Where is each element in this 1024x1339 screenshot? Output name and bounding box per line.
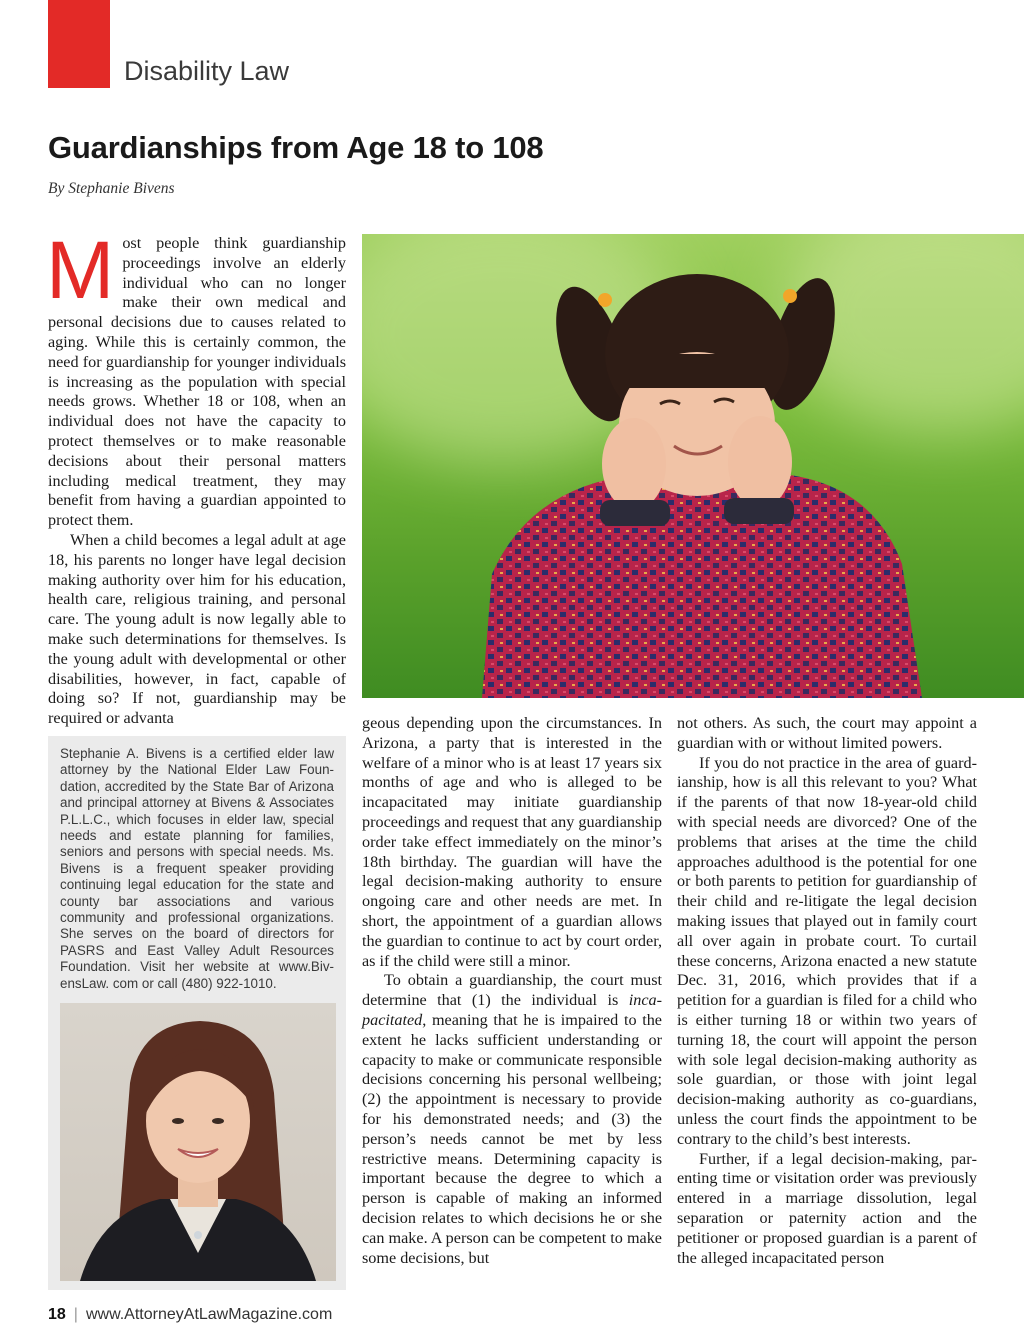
website-url: www.AttorneyAtLawMagazine.com [85, 1306, 333, 1323]
paragraph-text: ost people think guardianship proceedings involve an elderly individual who can no longer make their own medical and personal decisions due to causes related to aging. While this is certainly common, the need for guardianship for younger individuals is increasing as the population with special needs grows. Whether 18 or 108, when an individual does not have the capacity to protect themselves or to make reasonable decisions about their personal matters including medical treatment, they may benefit from having a guardian appointed to protect them. [48, 234, 346, 530]
drop-cap: M [46, 225, 115, 316]
paragraph [362, 971, 662, 1268]
paragraph: geous depending upon the circumstances. In Arizona, a party that is interested in the welfare of a minor who is at least 17 years six months of age and who is alleged to be incapacitated may initiate guardianship proceedings and request that any guardianship order take effect immediately on the minor’s 18th birthday. The guardian will have the legal decision-making authority to ensure ongoing care and other needs are met. In short, the appointment of a guardian allows the guardian to continue to act by court order, as if the child were still a minor. [362, 714, 662, 970]
column-2 [362, 714, 662, 1268]
author-bio: Stephanie A. Bivens is a certified elder law attorney by the National Elder Law Foundation, accredited by the State Bar of Arizona and principal attorney at Bivens & Associates P.L.L.C., which focuses in elder law, special needs and estate planning for families, seniors and persons with special needs. Ms. Bivens is a frequent speaker providing continuing legal education for the state and county bar associations and various community and professional organizations. She serves on the board of directors for PASRS and East Valley Adult Resources Foundation. Visit her website at www.BivensLaw. com or call (480) 922-1010. [48, 736, 346, 994]
paragraph: When a child becomes a legal adult at age 18, his parents no longer have legal decision making authority over him for his education, health care, religious training, and personal care. The young adult is now legally able to make such determinations for themselves. Is the young adult with developmental or other disabilities, however, in fact, capable of doing so? If not, guardianship may be required or advanta [48, 530, 346, 728]
footer-divider: | [73, 1306, 78, 1323]
section-label: Disability Law [124, 56, 290, 86]
hero-photo [362, 234, 1024, 698]
paragraph-text: To obtain a guardianship, the court must determine that (1) the individual is [362, 971, 662, 1010]
page-footer [48, 1306, 332, 1324]
paragraph: not others. As such, the court may appoint a guardian with or without limited powers. [677, 714, 977, 752]
paragraph-text: , meaning that he is impaired to the extent he lacks sufficient understanding or capacity to make or communicate responsible decisions concerning his personal wellbeing; (2) the appointment is necessary to provide for his demonstrated needs; and (3) the person’s needs cannot be met by less restrictive means. Determining capacity is important because the degree to which a person is capable of making an informed decision relates to which decisions he or she can make. A person can be competent to make some decisions, but [362, 1010, 662, 1267]
column-1 [46, 225, 346, 729]
paragraph [46, 225, 346, 531]
page-number: 18 [48, 1306, 66, 1323]
paragraph: Further, if a legal decision-making, parenting time or visitation order was previously entered in a marriage dissolution, legal separation or paternity action and the petitioner or proposed guardian is a parent of the alleged incapacitated person [677, 1149, 977, 1267]
section-color-block [48, 0, 110, 88]
column-3 [677, 714, 977, 1268]
author-portrait [60, 1003, 336, 1281]
byline: By Stephanie Bivens [48, 180, 175, 197]
italic-term: incapacitated [362, 991, 662, 1029]
article-title: Guardianships from Age 18 to 108 [48, 130, 544, 165]
paragraph: If you do not practice in the area of guardianship, how is all this relevant to you? What if the parents of that now 18-year-old child with special needs are divorced? One of the problems that arises at the time the child approaches adulthood is the potential for one or both parents to petition for guardianship of their child and re-litigate the legal decision making issues that played out in family court all over again in probate court. To curtail these concerns, Arizona enacted a new statute Dec. 31, 2016, which provides that if a petition for a guardian is filed for a child who is either turning 18 or within two years of turning 18, the court will appoint the person with sole legal decision-making authority as sole guardian, or those with joint legal decision-making authority as co-guardians, unless the court finds the appointment to be contrary to the child’s best interests. [677, 753, 977, 1148]
